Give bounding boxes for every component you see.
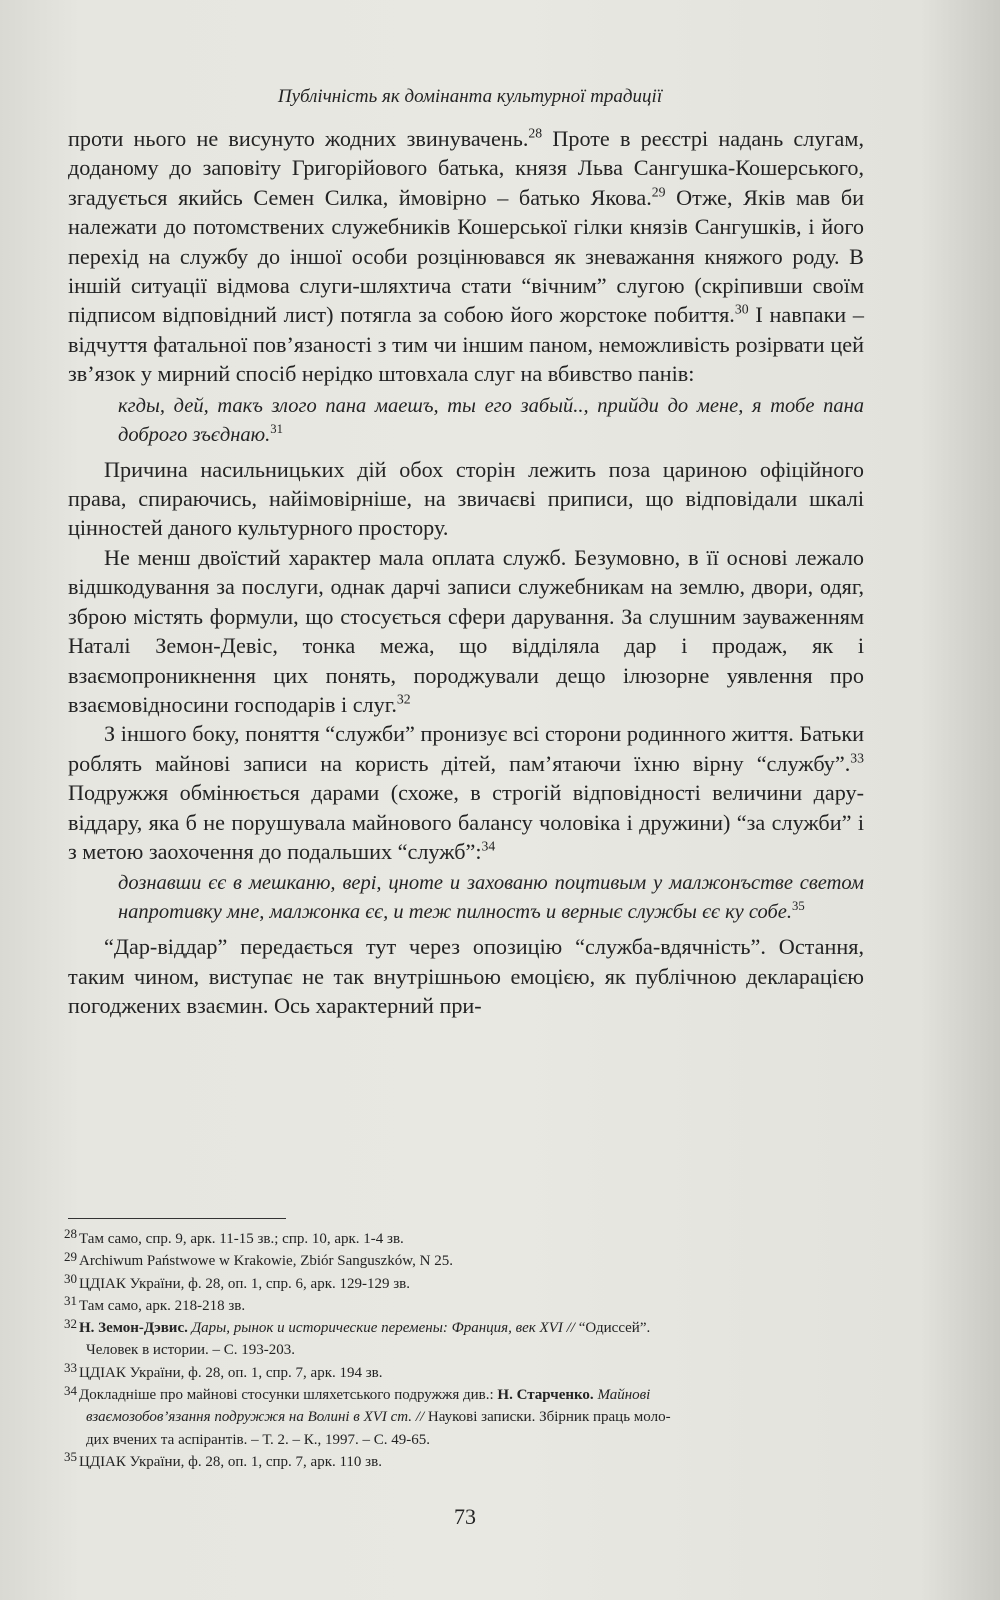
footnote-number: 30 xyxy=(64,1271,77,1287)
paragraph-3 xyxy=(68,543,864,719)
paragraph-1-text-c: Отже, Яків мав би належати до потомствених служебників Кошерської гілки князів Сангушків, і його перехід на службу до іншої особи розцінювався як зневажання княжого роду. В іншій ситуації відмова слуги-шляхтича стати “вічним” слугою (скріпивши своїм підписом відповідний лист) потягла за собою його жорстоке побиття. xyxy=(68,184,864,328)
footnotes xyxy=(64,1228,864,1473)
footnote-text: “Одиссей”. xyxy=(574,1320,651,1337)
footnote-ref-35[interactable]: 35 xyxy=(792,899,805,914)
footnote-31 xyxy=(64,1295,864,1317)
footnote-text: Там само, спр. 9, арк. 11-15 зв.; спр. 10, арк. 1-4 зв. xyxy=(79,1231,404,1247)
footnote-continuation: дих вчених та аспірантів. – Т. 2. – К., 1997. – С. 49-65. xyxy=(86,1431,430,1448)
footnote-text: ЦДІАК України, ф. 28, оп. 1, спр. 6, арк. 129-129 зв. xyxy=(79,1275,410,1292)
paragraph-4 xyxy=(68,719,864,866)
footnote-title: Майнові xyxy=(593,1387,651,1404)
paragraph-5: “Дар-віддар” передається тут через опозицію “служба-вдячність”. Остання, таким чином, виступає не так внутрішньою емоцією, як публічною декларацією погоджених взаємин. Ось характерний при- xyxy=(68,934,864,1019)
footnote-33 xyxy=(64,1362,864,1384)
footnote-number: 35 xyxy=(64,1449,77,1465)
paragraph-4-text-a: З іншого боку, поняття “служби” пронизує всі сторони родинного життя. Батьки роблять майнові записи на користь дітей, пам’ятаючи їхню вірну “службу”. xyxy=(68,721,864,776)
footnote-35 xyxy=(64,1451,864,1473)
quote-1-text: кгды, дей, такъ злого пана маешъ, ты его забый.., прийди до мене, я тобе пана доброго зъєднаю. xyxy=(118,394,864,446)
page-number: 73 xyxy=(454,1504,476,1529)
footnote-number: 31 xyxy=(64,1293,77,1309)
footnote-separator xyxy=(68,1218,286,1219)
footnote-text: ЦДІАК України, ф. 28, оп. 1, спр. 7, арк. 110 зв. xyxy=(79,1453,382,1470)
footnote-title: Дары, рынок и исторические перемены: Франция, век XVI // xyxy=(187,1320,575,1337)
footnote-text: Докладніше про майнові стосунки шляхетського подружжя див.: xyxy=(79,1387,498,1404)
footnote-number: 34 xyxy=(64,1382,77,1398)
footnote-number: 29 xyxy=(64,1248,77,1264)
running-head: Публічність як домінанта культурної традиції xyxy=(277,86,663,107)
footnote-ref-29[interactable]: 29 xyxy=(651,184,666,200)
footnote-29 xyxy=(64,1250,864,1272)
paragraph-2: Причина насильницьких дій обох сторін лежить поза цариною офіційного права, спираючись, найімовірніше, на звичаєві приписи, що відповідали шкалі цінностей даного культурного простору. xyxy=(68,456,864,541)
paragraph-4-text-b: Подружжя обмінюється дарами (схоже, в строгій відповідності величини дару-віддару, яка б не порушувала майнового балансу чоловіка і дружини) “за служби” і з метою заохочення до подальших “служб”: xyxy=(68,780,864,864)
footnote-ref-32[interactable]: 32 xyxy=(396,691,411,707)
footnote-34 xyxy=(64,1384,864,1451)
main-text xyxy=(68,124,864,1021)
paragraph-3-text: Не менш двоїстий характер мала оплата служб. Безумовно, в її основі лежало відшкодування за послуги, однак дарчі записи служебникам на землю, двори, одяг, зброю містять формули, що стосується сфери дарування. За слушним зауваженням Наталі Земон-Девіс, тонка межа, що відділяла дар і продаж, як і взаємопроникнення цих понять, породжували дещо ілюзорне уявлення про взаємовідносини господарів і слуг. xyxy=(68,544,864,717)
footnote-title-continued: взаємозобов’язання подружжя на Волині в XVI ст. // xyxy=(86,1409,425,1426)
footnote-number: 32 xyxy=(64,1315,77,1331)
paragraph-1-text-a: проти нього не висунуто жодних звинувачень. xyxy=(68,126,529,151)
paragraph-1-text-d: І навпаки – відчуття фатальної пов’язаності з тим чи іншим паном, неможливість розірвати цей зв’язок у мирний спосіб нерідко штовхала слуг на вбивство панів: xyxy=(68,302,864,387)
quote-1 xyxy=(68,392,864,450)
footnote-32 xyxy=(64,1317,864,1362)
footnote-text: Archiwum Państwowe w Krakowie, Zbiór Sanguszków, N 25. xyxy=(79,1253,453,1270)
footnote-ref-33[interactable]: 33 xyxy=(850,750,864,766)
paragraph-1-text-b: Проте в реєстрі надань слугам, доданому до заповіту Григорійового батька, князя Льва Сангушка-Кошерського, згадується якийсь Семен Силка, ймовірно – батько Якова. xyxy=(68,126,864,210)
footnote-text: Наукові записки. Збірник праць моло- xyxy=(424,1409,671,1426)
footnote-author: Н. Старченко. xyxy=(497,1387,594,1404)
footnote-text: ЦДІАК України, ф. 28, оп. 1, спр. 7, арк. 194 зв. xyxy=(79,1364,383,1381)
footnote-ref-28[interactable]: 28 xyxy=(528,125,543,141)
footnote-30 xyxy=(64,1273,864,1295)
footnote-continuation xyxy=(64,1406,864,1428)
quote-2-text: дознавши єє в мешканю, вері, цноте и захованю поцтивым у малжонъстве светом напротивку мне, малжонка єє, и теж пилностъ и верныє службы єє ку собе. xyxy=(118,872,864,924)
footnote-ref-31[interactable]: 31 xyxy=(270,421,283,436)
footnote-text: Там само, арк. 218-218 зв. xyxy=(79,1297,246,1314)
quote-2 xyxy=(68,869,864,927)
footnote-author: Н. Земон-Дэвис. xyxy=(79,1320,188,1337)
footnote-28 xyxy=(64,1228,864,1250)
footnote-ref-34[interactable]: 34 xyxy=(481,838,496,854)
footnote-continuation: Человек в истории. – С. 193-203. xyxy=(86,1342,296,1359)
footnote-number: 28 xyxy=(64,1226,77,1242)
footnote-ref-30[interactable]: 30 xyxy=(734,301,749,317)
footnote-number: 33 xyxy=(64,1360,77,1376)
paragraph-1 xyxy=(68,124,864,389)
